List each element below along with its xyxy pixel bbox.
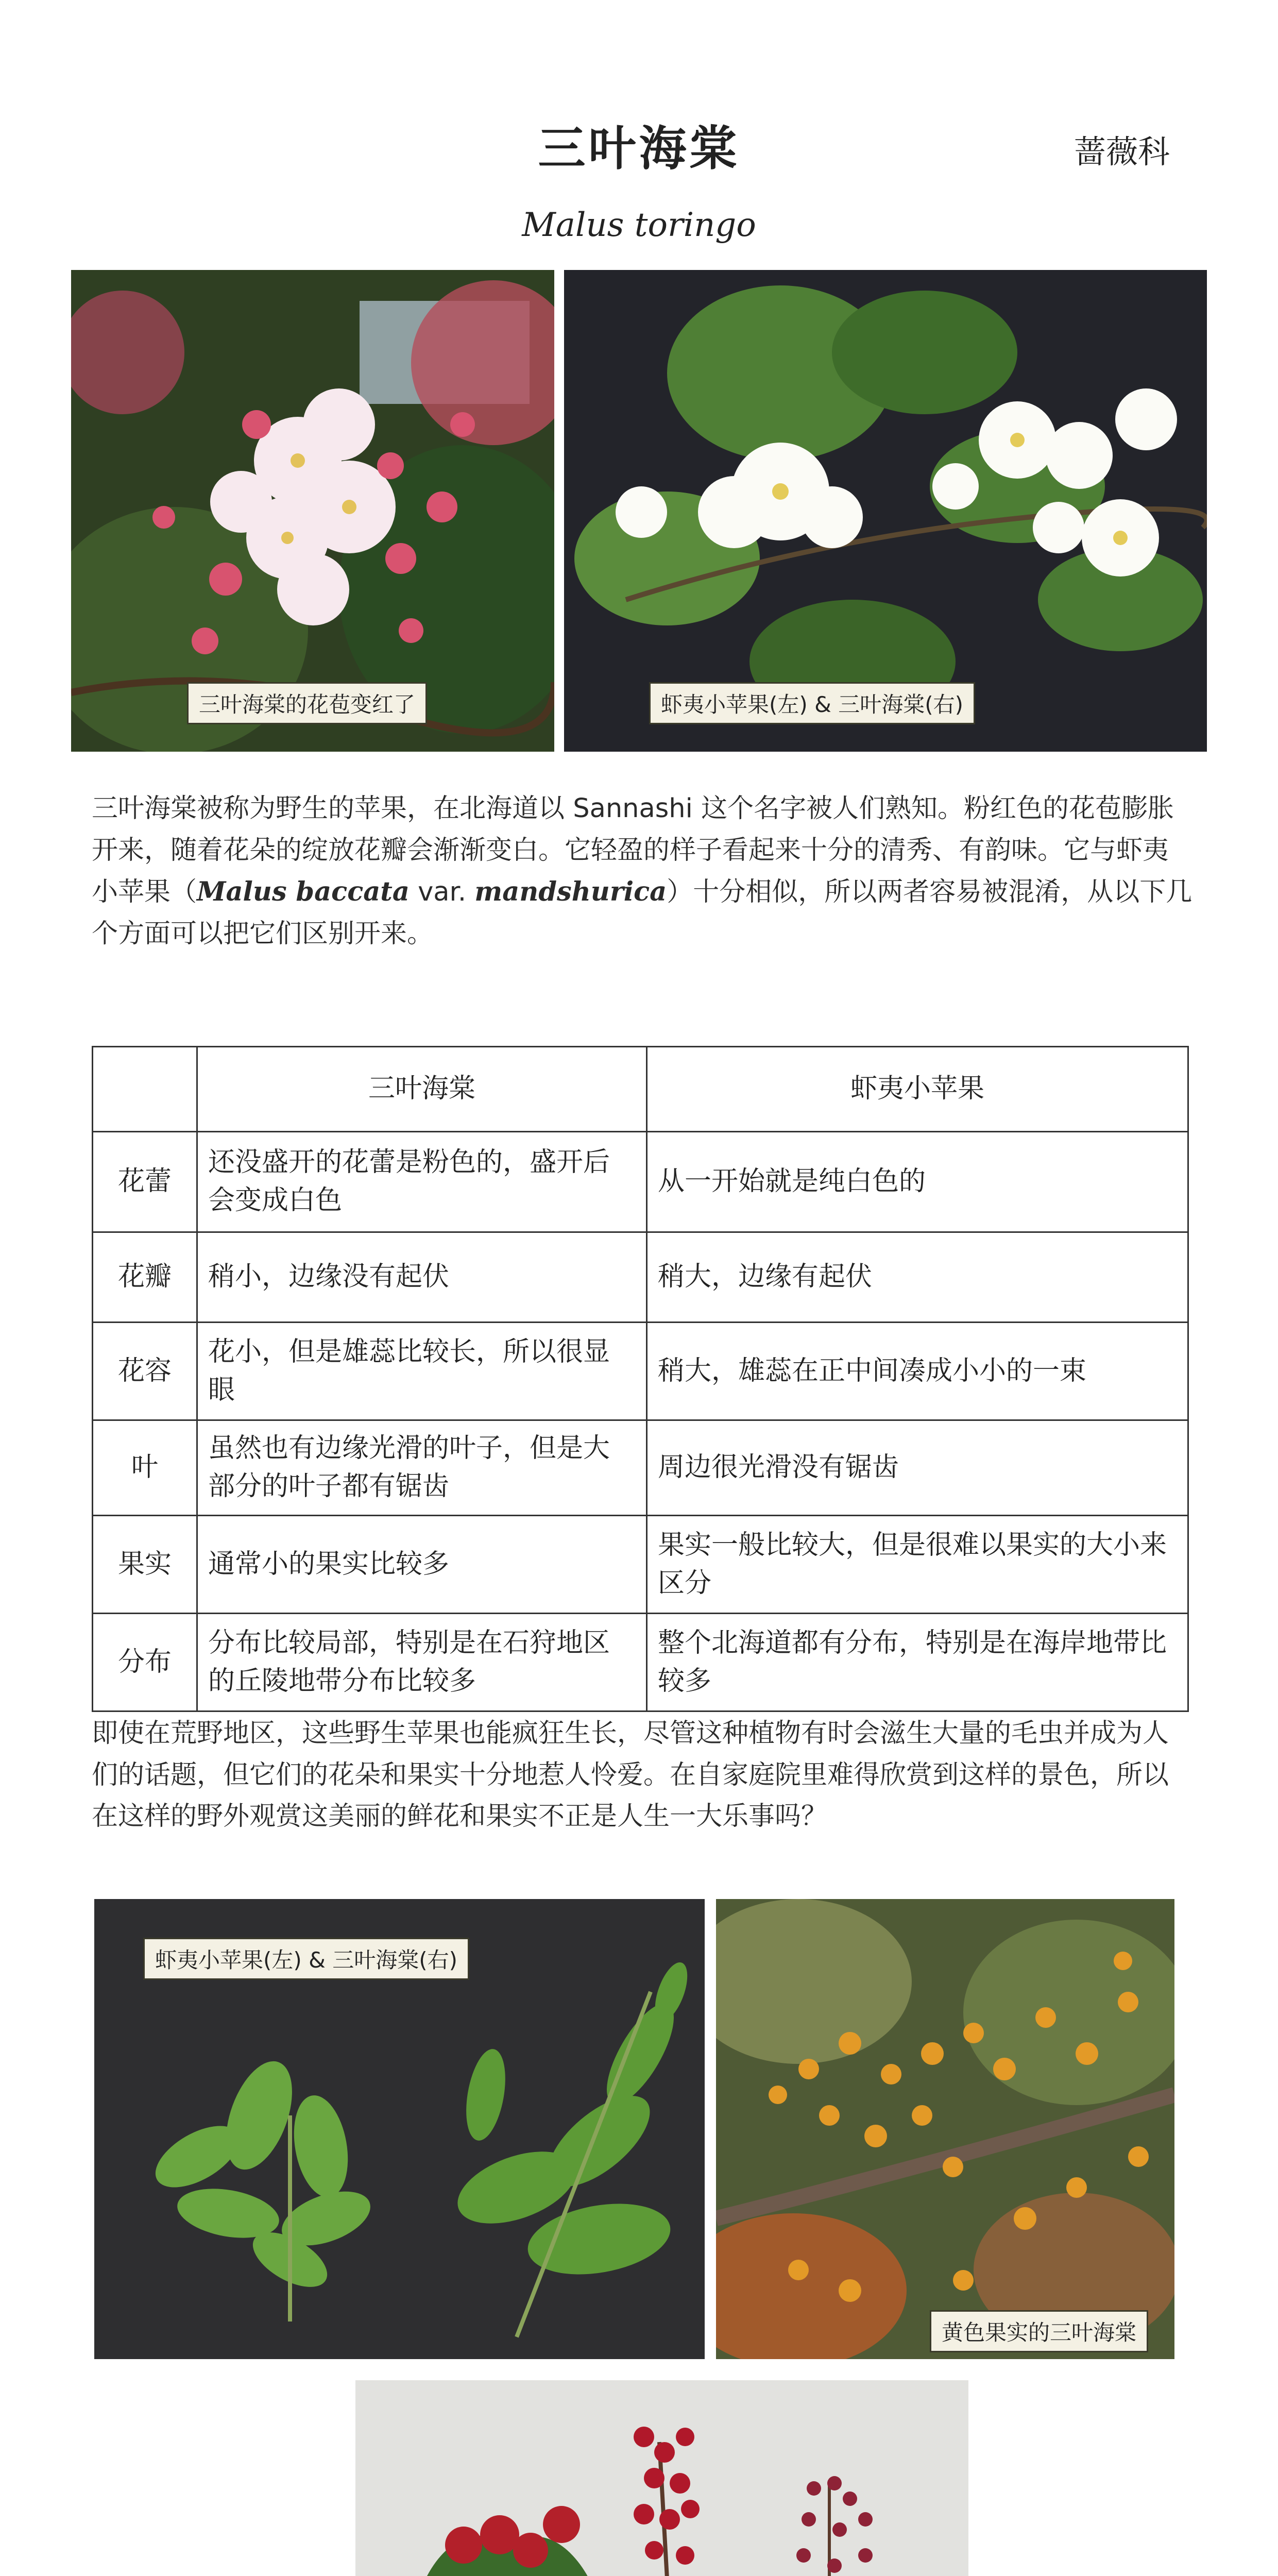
table-row-label: 分布 <box>93 1614 197 1711</box>
table-cell: 花小，但是雄蕊比较长，所以很显眼 <box>197 1323 647 1420</box>
photo-white-blossoms <box>564 270 1207 752</box>
comparison-table <box>92 1046 1189 1712</box>
intro-italic-1: Malus baccata <box>197 876 410 908</box>
table-cell: 果实一般比较大，但是很难以果实的大小来区分 <box>647 1516 1188 1614</box>
table-cell: 整个北海道都有分布，特别是在海岸地带比较多 <box>647 1614 1188 1711</box>
table-cell: 稍大，雄蕊在正中间凑成小小的一束 <box>647 1323 1188 1420</box>
table-row-label: 果实 <box>93 1516 197 1614</box>
family-name: 蔷薇科 <box>1074 133 1170 171</box>
table-cell: 通常小的果实比较多 <box>197 1516 647 1614</box>
photo-leaves <box>94 1899 705 2359</box>
table-row-label: 花蕾 <box>93 1132 197 1232</box>
table-row <box>93 1420 1188 1516</box>
intro-var: var. <box>409 877 475 908</box>
photo-yellow-fruit <box>716 1899 1174 2359</box>
table-row <box>93 1614 1188 1711</box>
table-col-header: 虾夷小苹果 <box>647 1047 1188 1132</box>
table-cell: 分布比较局部，特别是在石狩地区的丘陵地带分布比较多 <box>197 1614 647 1711</box>
table-cell: 稍小，边缘没有起伏 <box>197 1232 647 1323</box>
page-title: 三叶海棠 <box>538 121 740 176</box>
photo-caption: 虾夷小苹果(左) & 三叶海棠(右) <box>649 682 975 724</box>
intro-text-2: ）十分相似，所以两者容易被混淆，从以下几个方面可以把它们区别开来。 <box>92 877 1192 949</box>
table-header-row <box>93 1047 1188 1132</box>
table-corner-cell <box>93 1047 197 1132</box>
table-row <box>93 1323 1188 1420</box>
table-row-label: 花瓣 <box>93 1232 197 1323</box>
table-cell: 还没盛开的花蕾是粉色的，盛开后会变成白色 <box>197 1132 647 1232</box>
table-row <box>93 1516 1188 1614</box>
photo-caption: 黄色果实的三叶海棠 <box>930 2310 1148 2352</box>
closing-paragraph: 即使在荒野地区，这些野生苹果也能疯狂生长，尽管这种植物有时会滋生大量的毛虫并成为人们的话题，但它们的花朵和果实十分地惹人怜爱。在自家庭院里难得欣赏到这样的景色，所以在这样的野外观赏这美丽的鲜花和果实不正是人生一大乐事吗？ <box>92 1718 1169 1832</box>
table-row <box>93 1232 1188 1323</box>
photo-caption: 虾夷小苹果(左) & 三叶海棠(右) <box>143 1938 469 1980</box>
intro-italic-2: mandshurica <box>474 876 667 908</box>
table-cell: 周边很光滑没有锯齿 <box>647 1420 1188 1516</box>
table-cell: 从一开始就是纯白色的 <box>647 1132 1188 1232</box>
table-cell: 虽然也有边缘光滑的叶子，但是大部分的叶子都有锯齿 <box>197 1420 647 1516</box>
intro-paragraph <box>92 788 1194 955</box>
table-row-label: 叶 <box>93 1420 197 1516</box>
intro-text-1: 三叶海棠被称为野生的苹果，在北海道以 Sannashi 这个名字被人们熟知。粉红色的花苞膨胀开来，随着花朵的绽放花瓣会渐渐变白。它轻盈的样子看起来十分的清秀、有韵味。它与虾夷小苹果（ <box>92 793 1174 908</box>
photo-caption: 三叶海棠的花苞变红了 <box>187 682 427 724</box>
table-cell: 稍大，边缘有起伏 <box>647 1232 1188 1323</box>
table-col-header: 三叶海棠 <box>197 1047 647 1132</box>
table-row <box>93 1132 1188 1232</box>
photo-fruit-compare <box>355 2380 968 2576</box>
latin-name: Malus toringo <box>522 206 756 244</box>
photo-pink-buds <box>71 270 554 752</box>
table-row-label: 花容 <box>93 1323 197 1420</box>
